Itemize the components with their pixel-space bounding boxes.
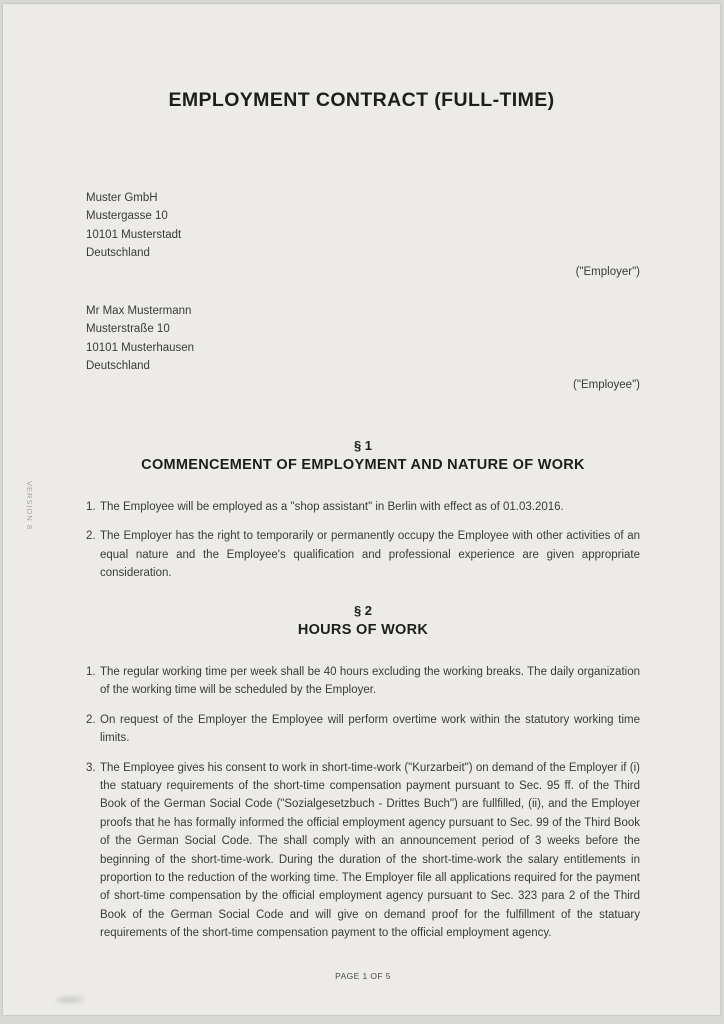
clause-text: The Employer has the right to temporarily or permanently occupy the Employee with other activities of an equal nature and the Employee's qualification and professional experience are given appropriate consideration. (100, 530, 640, 580)
employee-street: Musterstraße 10 (86, 323, 170, 336)
employee-name: Mr Max Mustermann (86, 305, 192, 317)
employer-address-block (86, 189, 640, 281)
section-1-clauses (86, 498, 640, 583)
section-2-clauses (86, 663, 640, 943)
employee-designation: ("Employee") (573, 378, 640, 391)
clause (86, 527, 640, 582)
clause-number: 3. (86, 761, 96, 774)
employee-country: Deutschland (86, 360, 150, 373)
employee-address-block (86, 302, 640, 394)
section-1-number: § 1 (353, 438, 373, 453)
contract-page (3, 4, 720, 1015)
employer-designation: ("Employer") (575, 265, 640, 278)
clause (86, 663, 640, 700)
section-1 (86, 437, 640, 594)
clause (86, 759, 640, 943)
employee-city: 10101 Musterhausen (86, 341, 195, 354)
employer-name: Muster GmbH (86, 192, 158, 204)
version-label-vertical: VERSION 8 (25, 481, 34, 531)
section-2 (86, 602, 640, 954)
clause-text: The Employee gives his consent to work in short-time-work ("Kurzarbeit") on demand of the Employer if (i) the statuary requirements of the short-time compensation payment pursuant to Sec. 95 ff. of the Third Book of the German Social Code ("Sozialgesetzbuch - Drittes Buch") are fullfilled, (ii), and the Employer proofs that he has formally informed the official employment agency pursuant to Sec. 99 of the Third Book of the German Social Code. The shall comply with an announcement period of 3 weeks before the beginning of the short-time-work. During the duration of the short-time-work the salary entitlements in proportion to the reduction of the working time. The Employer file all applications required for the payment of short-time compensation by the official employment agency pursuant to Sec. 323 para 2 of the Third Book of the German Social Code and will give on demand proof for the fulfillment of the statuary requirements of the short-time compensation payment to the official employment agency. (100, 761, 640, 940)
section-2-heading: HOURS OF WORK (297, 622, 429, 638)
clause-text: The regular working time per week shall be 40 hours excluding the working breaks. The daily organization of the working time will be scheduled by the Employer. (100, 666, 640, 697)
section-2-number: § 2 (353, 603, 373, 618)
clause-number: 2. (86, 530, 96, 543)
clause-number: 2. (86, 713, 96, 726)
page-number-footer: PAGE 1 OF 5 (335, 971, 391, 981)
clause-text: The Employee will be employed as a "shop assistant" in Berlin with effect as of 01.03.2016. (100, 501, 564, 513)
employer-street: Mustergasse 10 (86, 210, 168, 223)
clause (86, 498, 640, 516)
clause-text: On request of the Employer the Employee will perform overtime work within the statutory working time limits. (100, 713, 640, 745)
section-1-heading: COMMENCEMENT OF EMPLOYMENT AND NATURE OF WORK (141, 457, 585, 473)
employer-country: Deutschland (86, 247, 150, 260)
clause (86, 711, 640, 748)
employer-city: 10101 Musterstadt (86, 228, 182, 241)
page-title: EMPLOYMENT CONTRACT (FULL-TIME) (168, 89, 555, 111)
faint-corner-mark (55, 993, 85, 1007)
clause-number: 1. (86, 501, 96, 513)
clause-number: 1. (86, 666, 96, 678)
